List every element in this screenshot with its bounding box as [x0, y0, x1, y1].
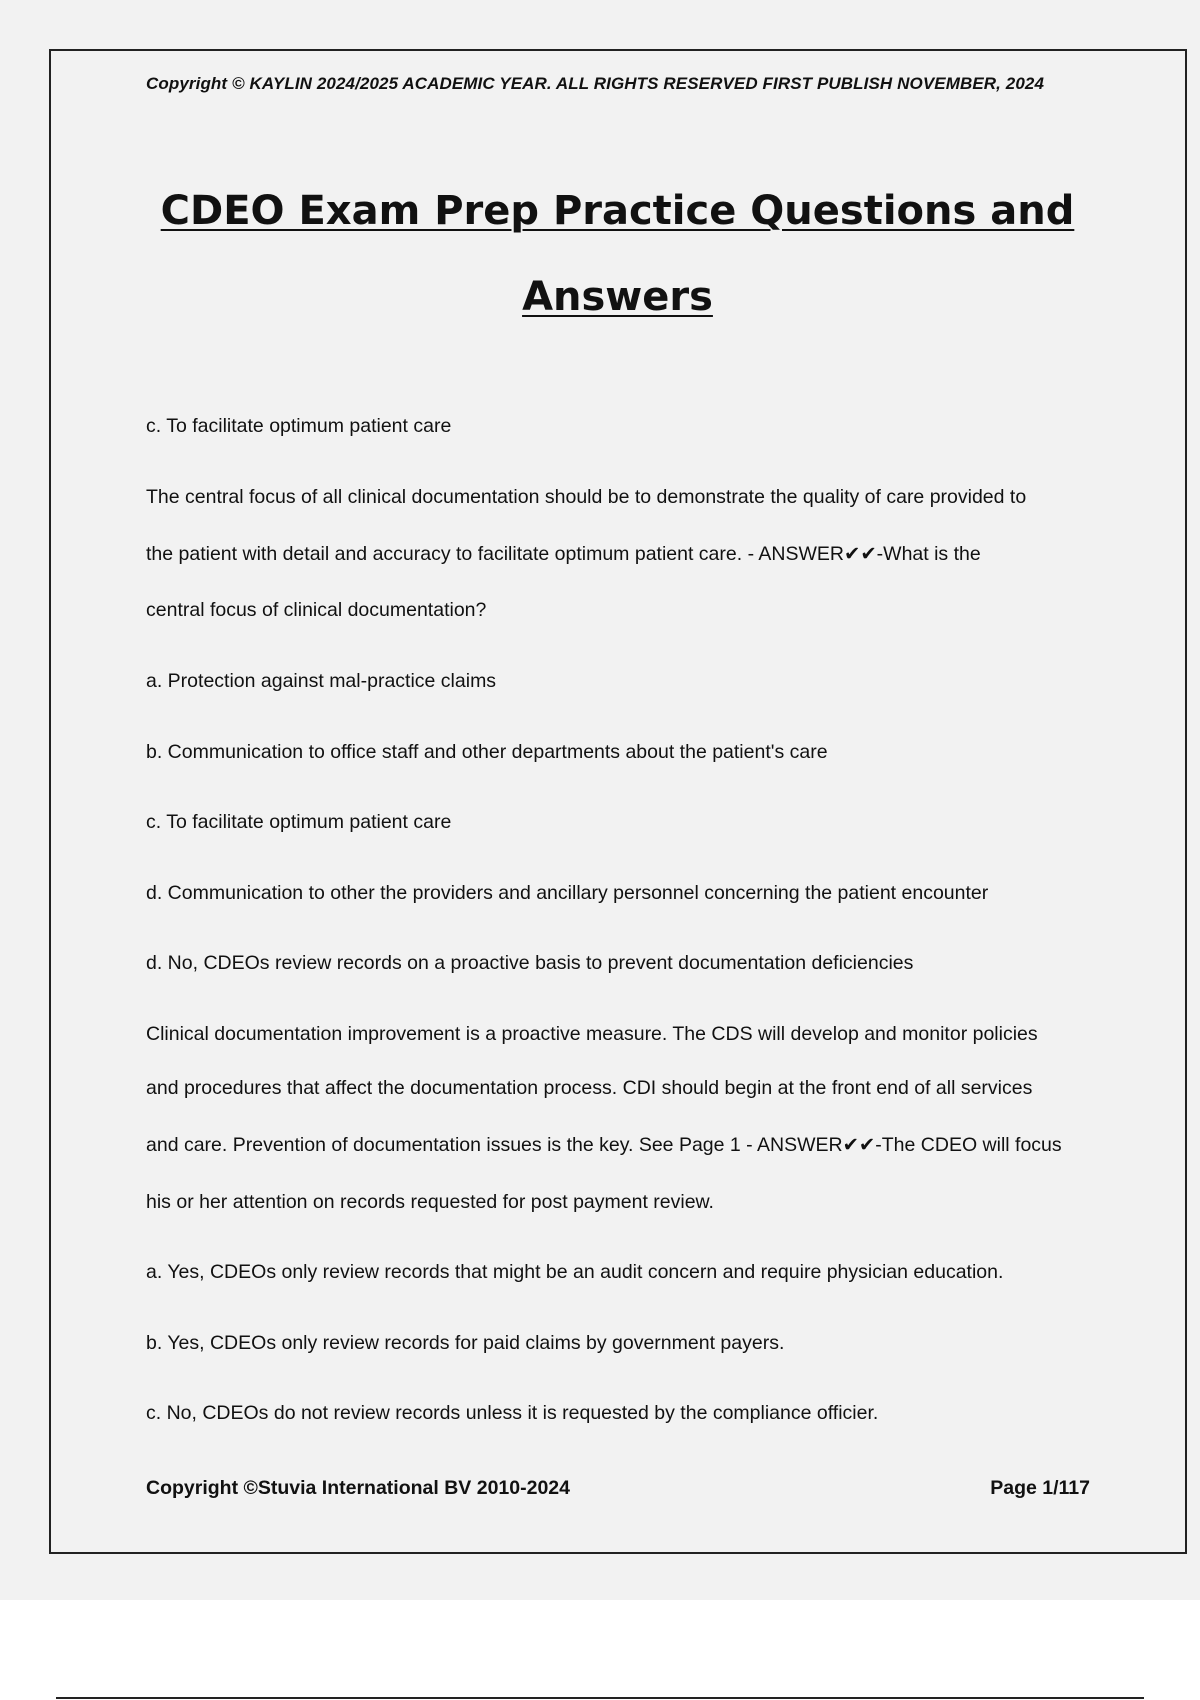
body-line-2: The central focus of all clinical documentation should be to demonstrate the quality of care provided to [146, 486, 1027, 508]
body-line-13: his or her attention on records requested for post payment review. [146, 1191, 714, 1213]
page-number: Page 1/117 [990, 1477, 1090, 1499]
body-line-4: central focus of clinical documentation? [146, 599, 487, 621]
body-line-7: c. To facilitate optimum patient care [146, 811, 452, 833]
body-line-16: c. No, CDEOs do not review records unless it is requested by the compliance officier. [146, 1402, 879, 1424]
body-line-15: b. Yes, CDEOs only review records for paid claims by government payers. [146, 1332, 785, 1354]
next-page-divider [56, 1697, 1144, 1699]
body-line-14: a. Yes, CDEOs only review records that might be an audit concern and require physician education. [146, 1261, 1004, 1283]
document-title [120, 168, 1115, 340]
header-copyright: Copyright © KAYLIN 2024/2025 ACADEMIC YEAR. ALL RIGHTS RESERVED FIRST PUBLISH NOVEMBER, 2024 [146, 74, 1045, 93]
body-line-5: a. Protection against mal-practice claims [146, 670, 497, 692]
body-line-9: d. No, CDEOs review records on a proactive basis to prevent documentation deficiencies [146, 952, 914, 974]
body-line-8: d. Communication to other the providers and ancillary personnel concerning the patient encounter [146, 882, 989, 904]
body-line-12: and care. Prevention of documentation issues is the key. See Page 1 - ANSWER✔✔-The CDEO will focus [146, 1134, 1062, 1156]
footer-copyright: Copyright ©Stuvia International BV 2010-2024 [146, 1477, 570, 1499]
document-title-line-2: Answers [522, 274, 713, 320]
document-title-line-1: CDEO Exam Prep Practice Questions and [160, 188, 1075, 234]
body-line-1: c. To facilitate optimum patient care [146, 415, 452, 437]
body-line-6: b. Communication to office staff and other departments about the patient's care [146, 741, 828, 763]
body-line-3: the patient with detail and accuracy to facilitate optimum patient care. - ANSWER✔✔-What is the [146, 543, 981, 565]
body-line-10: Clinical documentation improvement is a proactive measure. The CDS will develop and monitor policies [146, 1023, 1038, 1045]
body-line-11: and procedures that affect the documentation process. CDI should begin at the front end of all services [146, 1077, 1033, 1099]
